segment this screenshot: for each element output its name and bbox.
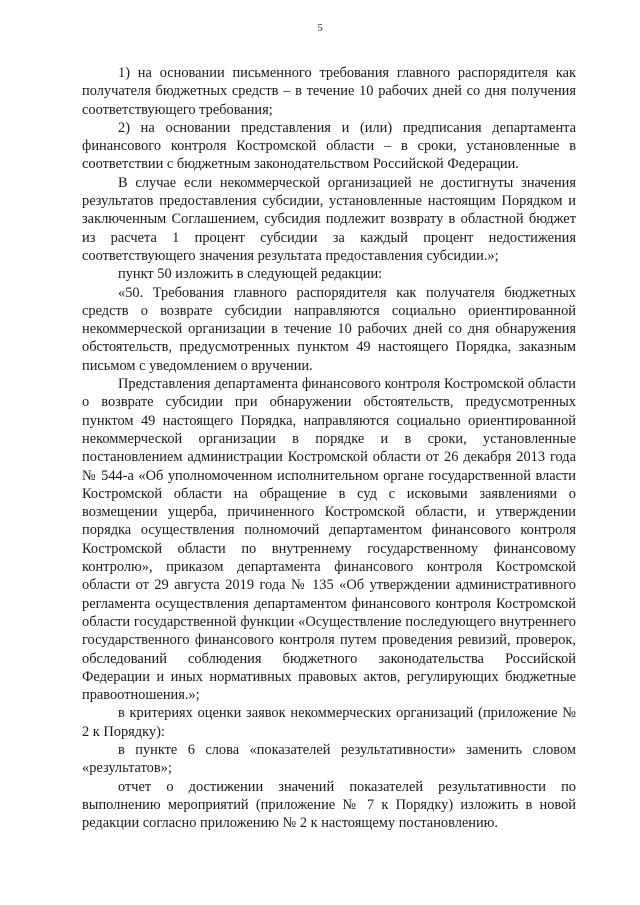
paragraph-5: «50. Требования главного распорядителя как получателя бюджетных средств о возврате субсидии направляются социально ориентированной некоммерческой организации в течение 10 рабочих дней со дня обнаружения обстоятельств, предусмотренных пунктом 49 настоящего Порядка, заказным письмом с уведомлением о вручении. <box>82 284 576 374</box>
paragraph-3: В случае если некоммерческой организацией не достигнуты значения результатов предоставления субсидии, установленные настоящим Порядком и заключенным Соглашением, субсидия подлежит возврату в областной бюджет из расчета 1 процент субсидии за каждый процент недостижения соответствующего значения результата предоставления субсидии.»; <box>82 174 576 264</box>
page-number: 5 <box>317 22 323 34</box>
document-body <box>82 64 576 832</box>
paragraph-2: 2) на основании представления и (или) предписания департамента финансового контроля Костромской области – в сроки, установленные в соответствии с бюджетным законодательством Российской Федерации. <box>82 119 576 173</box>
paragraph-7: в критериях оценки заявок некоммерческих организаций (приложение № 2 к Порядку): <box>82 705 576 740</box>
paragraph-6: Представления департамента финансового контроля Костромской области о возврате субсидии при обнаружении обстоятельств, предусмотренных пунктом 49 настоящего Порядка, направляются социально ориентированной некоммерческой организации в порядке и в сроки, установленные постановлением администрации Костромской области от 26 декабря 2013 года № 544-а «Об уполномоченном исполнительном органе государственной власти Костромской области на обращение в суд с исковыми заявлениями о возмещении ущерба, причиненного Костромской области, и утверждении порядка осуществления полномочий департаментом финансового контроля Костромской области по внутреннему государственному финансовому контролю», приказом департамента финансового контроля Костромской области от 29 августа 2019 года № 135 «Об утверждении административного регламента осуществления департаментом финансового контроля Костромской области государственной функции «Осуществление последующего внутреннего государственного финансового контроля путем проведения ревизий, проверок, обследований соблюдения бюджетного законодательства Российской Федерации и иных нормативных правовых актов, регулирующих бюджетные правоотношения.»; <box>82 376 576 704</box>
paragraph-8: в пункте 6 слова «показателей результативности» заменить словом «результатов»; <box>82 741 576 777</box>
paragraph-9: отчет о достижении значений показателей результативности по выполнению мероприятий (приложение № 7 к Порядку) изложить в новой редакции согласно приложению № 2 к настоящему постановлению. <box>82 778 576 832</box>
paragraph-4: пункт 50 изложить в следующей редакции: <box>118 266 383 283</box>
paragraph-1: 1) на основании письменного требования главного распорядителя как получателя бюджетных средств – в течение 10 рабочих дней со дня получения соответствующего требования; <box>82 65 576 118</box>
